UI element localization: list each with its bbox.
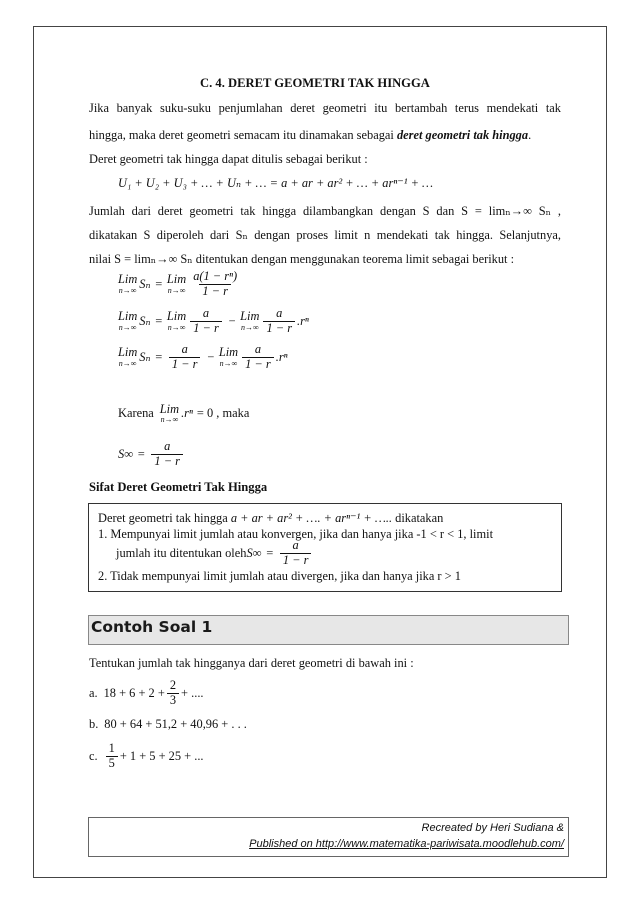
footer-credit: Recreated by Heri Sudiana & <box>421 822 564 834</box>
equals-sign: = <box>154 313 163 328</box>
denominator: 1 − r <box>190 321 222 336</box>
sifat-item-1-formula <box>116 539 313 567</box>
section-title: C. 4. DERET GEOMETRI TAK HINGGA <box>200 76 430 90</box>
sifat-item-1b-text: jumlah itu ditentukan oleh <box>116 545 247 560</box>
lim-word: Lim <box>159 402 180 416</box>
lim-word: Lim <box>118 309 138 324</box>
derivation-line-3 <box>118 343 288 371</box>
minus-sign: − <box>227 313 237 328</box>
numerator: a <box>292 538 299 552</box>
numerator: a <box>202 306 210 320</box>
r-power-n: .rⁿ <box>181 406 193 421</box>
r-power-n: .rⁿ <box>297 313 309 328</box>
numerator: a <box>254 342 262 356</box>
numerator: a <box>181 342 188 356</box>
exercise-a-expr: 18 + 6 + 2 + <box>103 685 165 700</box>
footer-link[interactable]: Published on http://www.matematika-pariwisata.moodlehub.com/ <box>249 838 564 850</box>
intro-line-2-end: . <box>528 128 532 142</box>
fraction <box>190 270 240 298</box>
sifat-item-1: 1. Mempunyai limit jumlah atau konvergen, jika dan hanya jika -1 < r < 1, limit <box>98 527 494 541</box>
fraction <box>190 307 222 335</box>
denominator: 5 <box>106 756 118 771</box>
limit-operator <box>167 310 186 331</box>
term-deret-geometri-tak-hingga: deret geometri tak hingga <box>396 128 529 142</box>
exercise-a <box>89 679 204 707</box>
exercise-b-label: b. <box>89 717 99 731</box>
intro-line-2-text: hingga, maka deret geometri semacam itu dinamakan sebagai <box>89 128 397 142</box>
lim-sub: n→∞ <box>240 322 259 332</box>
lim-sub: n→∞ <box>219 358 238 368</box>
sifat-title: Sifat Deret Geometri Tak Hingga <box>89 480 268 494</box>
karena-word: Karena <box>118 406 154 421</box>
lim-sub: n→∞ <box>167 322 186 332</box>
intro-line-2 <box>89 128 531 143</box>
karena-expr: = 0 , maka <box>196 406 250 421</box>
limit-operator <box>167 273 186 294</box>
denominator: 1 − r <box>242 357 274 372</box>
fraction <box>242 343 274 371</box>
limit-operator <box>240 310 259 331</box>
lim-word: Lim <box>118 345 138 360</box>
equals-sign: = <box>154 349 163 364</box>
exercise-c-label: c. <box>89 748 98 763</box>
fraction <box>151 440 183 468</box>
lim-sub: n→∞ <box>167 285 186 295</box>
denominator: 1 − r <box>280 553 312 568</box>
exercise-a-expr-end: + .... <box>181 685 204 700</box>
lim-word: Lim <box>218 345 239 360</box>
equals-sign: = <box>154 276 163 291</box>
s-infinity: S∞ <box>246 545 262 560</box>
exercise-a-label: a. <box>89 685 98 700</box>
denominator: 1 − r <box>263 321 295 336</box>
exercise-c-expr: + 1 + 5 + 25 + ... <box>119 748 204 763</box>
denominator: 1 − r <box>199 284 231 299</box>
exercise-b <box>89 717 247 732</box>
numerator: 1 <box>108 741 115 755</box>
s-n: Sₙ <box>139 314 151 329</box>
exercise-c <box>89 742 204 770</box>
fraction <box>167 679 179 707</box>
lim-sub: n→∞ <box>118 322 137 332</box>
lim-sub: n→∞ <box>118 358 137 368</box>
numerator: a <box>164 439 171 453</box>
s-infinity-formula <box>118 440 185 468</box>
lim-word: Lim <box>166 272 187 287</box>
sum-text-line-2: dikatakan S diperoleh dari Sₙ dengan proses limit n mendekati tak hingga. Selanjutnya, <box>89 228 561 242</box>
intro-line-3: Deret geometri tak hingga dapat ditulis sebagai berikut : <box>89 152 368 166</box>
contoh-title: Contoh Soal 1 <box>91 618 213 636</box>
intro-line-1: Jika banyak suku-suku penjumlahan deret geometri itu bertambah terus mendekati tak <box>89 101 561 115</box>
s-n: Sₙ <box>139 277 151 292</box>
sifat-line-1-end: dikatakan <box>392 511 444 525</box>
series-formula: U₁ + U₂ + U₃ + … + Uₙ + … = a + ar + ar² + … + arⁿ⁻¹ + … <box>118 176 434 190</box>
fraction <box>263 307 295 335</box>
limit-operator <box>160 403 179 424</box>
numerator: a <box>276 306 283 320</box>
fraction <box>106 742 118 770</box>
derivation-line-1 <box>118 270 242 298</box>
karena-line <box>118 403 249 424</box>
lim-word: Lim <box>118 272 138 287</box>
sifat-line-1-text: Deret geometri tak hingga <box>98 511 231 525</box>
equals-sign: = <box>265 545 274 560</box>
sifat-item-2: 2. Tidak mempunyai limit jumlah atau divergen, jika dan hanya jika r > 1 <box>98 569 461 583</box>
s-infinity: S∞ <box>118 446 134 461</box>
contoh-prompt: Tentukan jumlah tak hingganya dari deret geometri di bawah ini : <box>89 656 414 670</box>
numerator: 2 <box>169 678 177 692</box>
sum-text-line-1: Jumlah dari deret geometri tak hingga dilambangkan dengan S dan S = limₙ→∞ Sₙ , <box>89 204 561 218</box>
sifat-line-1 <box>98 510 443 526</box>
limit-operator <box>219 346 238 367</box>
denominator: 3 <box>167 693 179 708</box>
limit-operator <box>118 346 137 367</box>
minus-sign: − <box>206 349 215 364</box>
s-n: Sₙ <box>139 350 151 365</box>
equals-sign: = <box>137 446 146 461</box>
fraction <box>280 539 312 567</box>
limit-operator <box>118 273 137 294</box>
denominator: 1 − r <box>169 357 201 372</box>
lim-word: Lim <box>166 309 187 324</box>
sum-text-line-3: nilai S = limₙ→∞ Sₙ ditentukan dengan menggunakan teorema limit sebagai berikut : <box>89 252 515 266</box>
limit-operator <box>118 310 137 331</box>
lim-sub: n→∞ <box>160 415 179 425</box>
lim-sub: n→∞ <box>118 285 137 295</box>
denominator: 1 − r <box>151 454 183 469</box>
lim-word: Lim <box>240 309 260 324</box>
exercise-b-expr: 80 + 64 + 51,2 + 40,96 + . . . <box>104 717 247 731</box>
sifat-series: a + ar + ar² + …. + arⁿ⁻¹ + ….. <box>230 511 393 525</box>
fraction <box>169 343 201 371</box>
derivation-line-2 <box>118 307 309 335</box>
r-power-n: .rⁿ <box>275 349 288 364</box>
numerator: a(1 − rⁿ) <box>193 269 238 283</box>
